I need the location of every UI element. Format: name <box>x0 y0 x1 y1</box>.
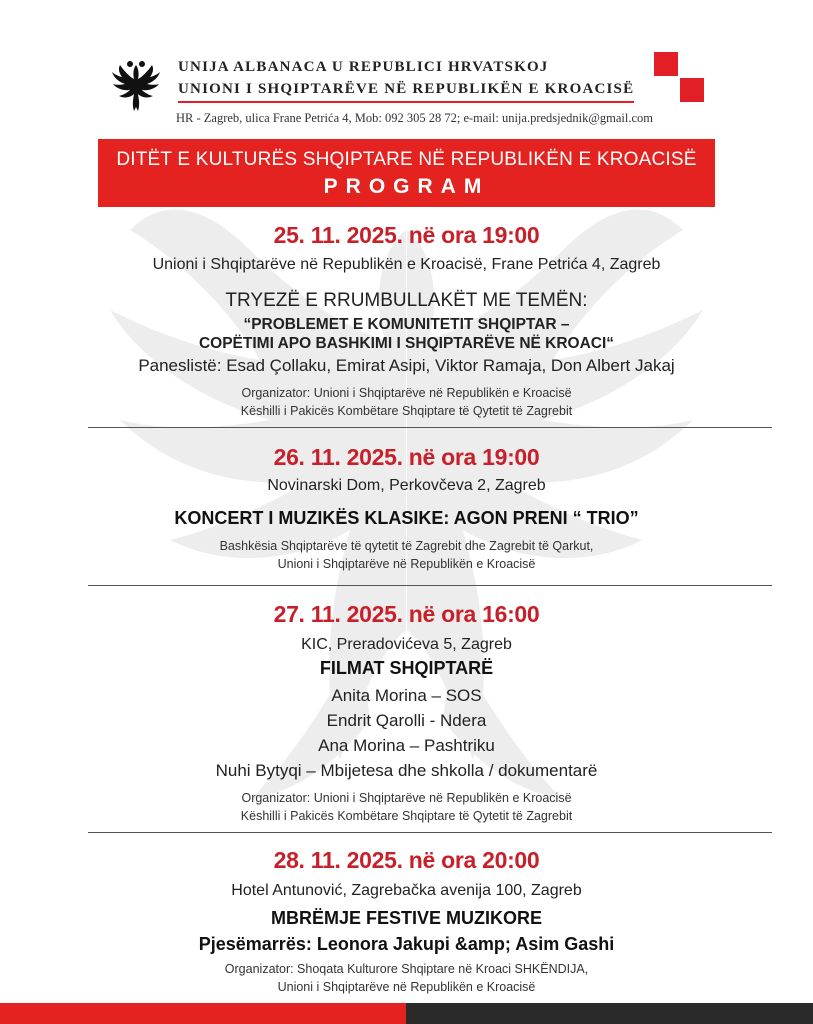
event-1-location: Unioni i Shqiptarëve në Republikën e Kroacisë, Frane Petrića 4, Zagreb <box>152 256 661 273</box>
divider <box>88 585 772 586</box>
event-4-participants: Pjesëmarrës: Leonora Jakupi &amp; Asim Gashi <box>198 934 615 954</box>
event-4-title: MBRËMJE FESTIVE MUZIKORE <box>270 908 543 928</box>
event-3-film-3: Ana Morina – Pashtriku <box>318 736 495 755</box>
event-2-title: KONCERT I MUZIKËS KLASIKE: AGON PRENI “ TRIO” <box>174 508 639 528</box>
event-3-title: FILMAT SHQIPTARË <box>319 658 494 678</box>
checkerboard-logo-icon <box>654 52 704 102</box>
event-3-film-4: Nuhi Bytyqi – Mbijetesa dhe shkolla / dokumentarë <box>215 761 598 780</box>
divider <box>88 832 772 833</box>
organization-name-hr: UNIJA ALBANACA U REPUBLICI HRVATSKOJ <box>178 59 549 75</box>
event-1-organizer-line1: Organizator: Unioni i Shqiptarëve në Republikën e Kroacisë <box>241 386 572 400</box>
footer-bar-red <box>0 1003 406 1024</box>
event-1-heading: TRYEZË E RRUMBULLAKËT ME TEMËN: <box>225 290 588 311</box>
event-3-date: 27. 11. 2025. në ora 16:00 <box>273 601 540 627</box>
event-1-organizer-line2: Këshilli i Pakicës Kombëtare Shqiptare të Qytetit të Zagrebit <box>240 404 573 418</box>
event-4-date: 28. 11. 2025. në ora 20:00 <box>273 847 540 873</box>
event-2-organizer-line1: Bashkësia Shqiptarëve të qytetit të Zagrebit dhe Zagrebit të Qarkut, <box>219 539 594 553</box>
contact-info: HR - Zagreb, ulica Frane Petrića 4, Mob: 092 305 28 72; e-mail: unija.predsjednik@gmail.com <box>176 111 654 125</box>
event-3-location: KIC, Preradovićeva 5, Zagreb <box>301 636 512 653</box>
event-1-date: 25. 11. 2025. në ora 19:00 <box>273 222 540 248</box>
program-banner <box>98 139 715 207</box>
event-3-organizer-line2: Këshilli i Pakicës Kombëtare Shqiptare të Qytetit të Zagrebit <box>240 809 573 823</box>
footer-bar-dark <box>406 1003 813 1024</box>
event-2-organizer-line2: Unioni i Shqiptarëve në Republikën e Kroacisë <box>277 557 536 571</box>
event-4-location: Hotel Antunović, Zagrebačka avenija 100, Zagreb <box>231 882 582 899</box>
event-1-topic-line1: “PROBLEMET E KOMUNITETIT SHQIPTAR – <box>243 316 570 333</box>
event-3-film-2: Endrit Qarolli - Ndera <box>326 711 487 730</box>
divider <box>88 427 772 428</box>
event-3-film-1: Anita Morina – SOS <box>331 686 482 705</box>
organization-name-sq: UNIONI I SHQIPTARËVE NË REPUBLIKËN E KROACISË <box>178 81 634 103</box>
event-4-organizer-line1: Organizator: Shoqata Kulturore Shqiptare në Kroaci SHKËNDIJA, <box>224 962 589 976</box>
event-2-date: 26. 11. 2025. në ora 19:00 <box>273 444 540 470</box>
event-4-organizer-line2: Unioni i Shqiptarëve në Republikën e Kroacisë <box>277 980 536 994</box>
event-3-organizer-line1: Organizator: Unioni i Shqiptarëve në Republikën e Kroacisë <box>241 791 572 805</box>
banner-title: DITËT E KULTURËS SHQIPTARE NË REPUBLIKËN E KROACISË <box>116 149 697 170</box>
banner-program: PROGRAM <box>323 175 490 198</box>
event-2-location: Novinarski Dom, Perkovčeva 2, Zagreb <box>267 477 546 494</box>
event-1-topic-line2: COPËTIMI APO BASHKIMI I SHQIPTARËVE NË KROACI“ <box>198 335 615 352</box>
event-1-panelists: Paneslistë: Esad Çollaku, Emirat Asipi, Viktor Ramaja, Don Albert Jakaj <box>138 356 675 375</box>
double-headed-eagle-icon <box>110 57 162 113</box>
